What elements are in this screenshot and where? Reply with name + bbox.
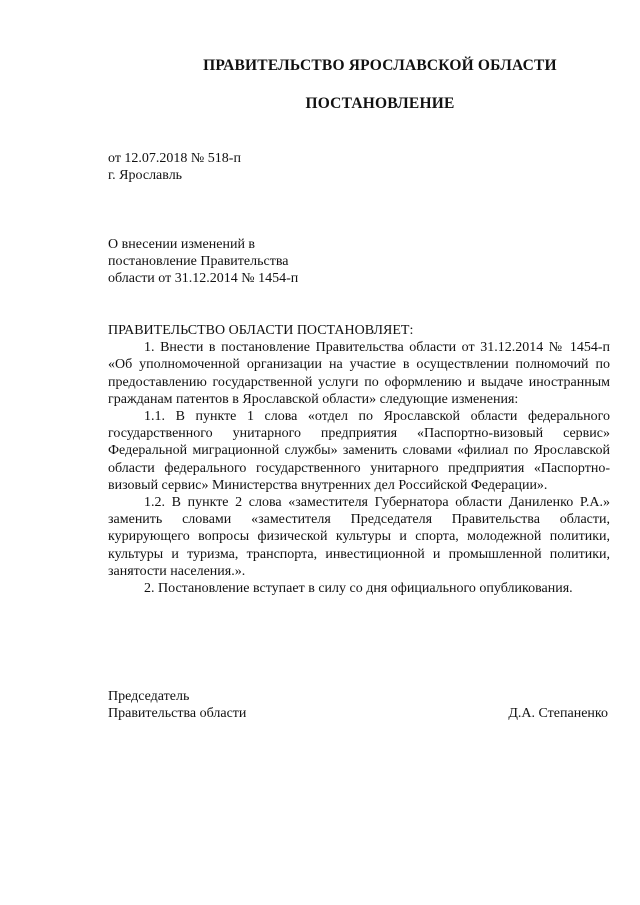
paragraph-1-2: 1.2. В пункте 2 слова «заместителя Губернатора области Даниленко Р.А.» заменить словами «заместителя Председателя Правительства области, курирующего вопросы физической культуры и спорта, молодежной политики, культуры и туризма, транспорта, инвестиционной и промышленной политики, занятости населения.». (108, 495, 610, 579)
document-body (108, 322, 610, 597)
paragraph-1-1: 1.1. В пункте 1 слова «отдел по Ярославской области федерального государственного унитарного предприятия «Паспортно-визовый сервис» Федеральной миграционной службы» заменить словами «филиал по Ярославской области федерального государственного унитарного предприятия «Паспортно-визовый сервис» Министерства внутренних дел Российской Федерации». (108, 409, 610, 493)
date-number: от 12.07.2018 № 518-п (108, 151, 241, 166)
subject-line-3: области от 31.12.2014 № 1454-п (108, 271, 299, 286)
government-title: ПРАВИТЕЛЬСТВО ЯРОСЛАВСКОЙ ОБЛАСТИ (203, 57, 557, 74)
signatory-name: Д.А. Степаненко (508, 706, 608, 721)
signatory-title-line-1: Председатель (108, 689, 190, 704)
signatory-title-line-2: Правительства области (108, 706, 247, 721)
subject-line-1: О внесении изменений в (108, 237, 256, 252)
subject-line-2: постановление Правительства (108, 254, 289, 269)
document-subject (108, 236, 298, 287)
document-type-title: ПОСТАНОВЛЕНИЕ (305, 95, 455, 112)
signature-row (108, 705, 608, 722)
document-meta (108, 150, 241, 184)
decree-call: ПРАВИТЕЛЬСТВО ОБЛАСТИ ПОСТАНОВЛЯЕТ: (108, 323, 414, 338)
signature-block (108, 688, 608, 722)
paragraph-1: 1. Внести в постановление Правительства области от 31.12.2014 № 1454-п «Об уполномоченной организации на участие в осуществлении полномочий по предоставлению государственной услуги по оформлению и выдаче иностранным гражданам патентов в Ярославской области» следующие изменения: (108, 340, 610, 407)
city: г. Ярославль (108, 168, 183, 183)
paragraph-2: 2. Постановление вступает в силу со дня официального опубликования. (144, 581, 573, 597)
